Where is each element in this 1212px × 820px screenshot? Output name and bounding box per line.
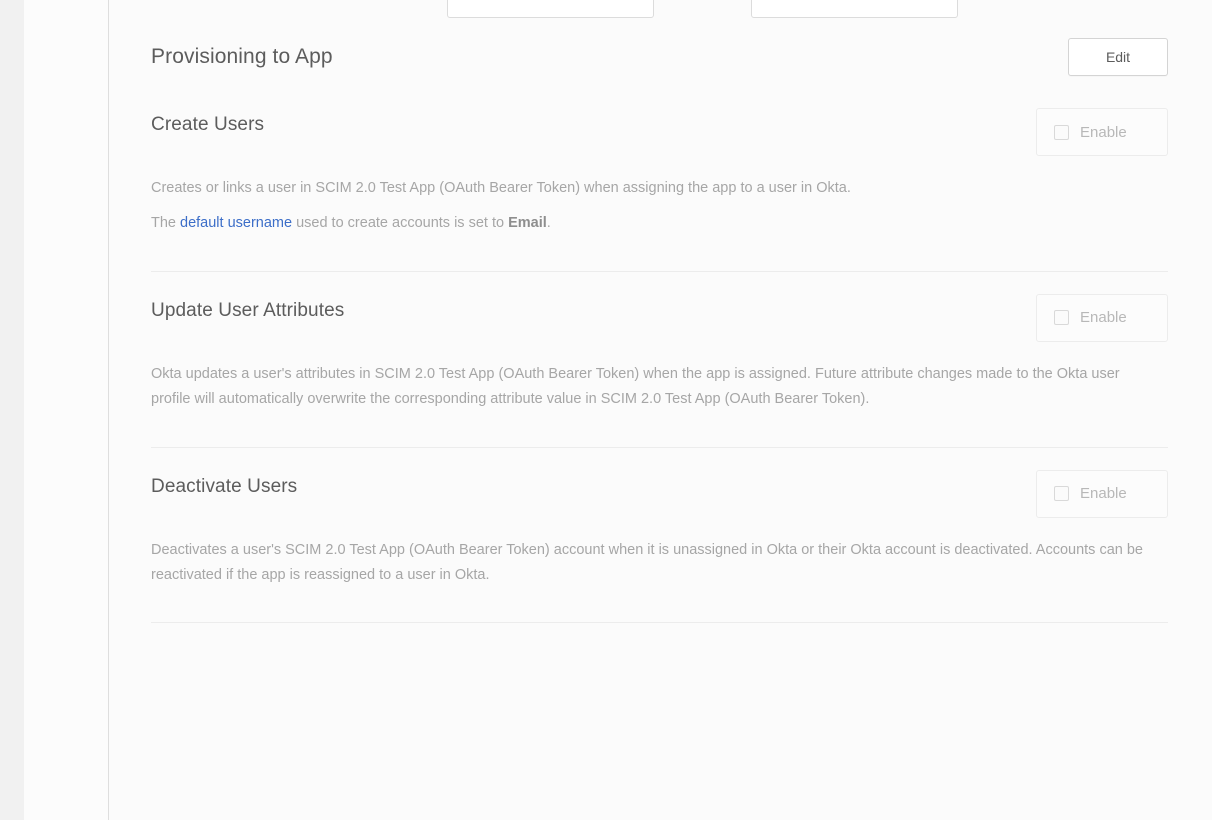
edit-button[interactable]: Edit [1068, 38, 1168, 76]
setting-row [151, 108, 1168, 156]
enable-label: Enable [1080, 485, 1127, 502]
provisioning-section-header [151, 16, 1168, 86]
setting-title: Update User Attributes [151, 299, 345, 321]
setting-deactivate-users [151, 448, 1168, 624]
clipped-card-right [751, 0, 958, 18]
setting-row [151, 470, 1168, 518]
page-title: Provisioning to App [151, 45, 333, 68]
enable-toggle-create-users[interactable] [1036, 108, 1168, 156]
enable-label: Enable [1080, 123, 1127, 141]
enable-toggle-deactivate-users[interactable] [1036, 470, 1168, 518]
sidebar-rail [24, 0, 109, 820]
enable-toggle-update-user-attributes[interactable] [1036, 294, 1168, 342]
enable-label: Enable [1080, 309, 1127, 327]
setting-title: Create Users [151, 114, 265, 135]
desc-strong-value: Email [508, 215, 547, 232]
setting-row [151, 294, 1168, 342]
clipped-card-left [447, 0, 654, 18]
setting-title: Deactivate Users [151, 475, 298, 497]
clipped-cards-row [151, 0, 1168, 16]
setting-description: Deactivates a user's SCIM 2.0 Test App (OAuth Bearer Token) account when it is unassigned in Okta or their Okta account is deactivated. Accounts can be reactivated if the app is reassigned to a user in Okta. [151, 541, 1143, 583]
setting-description: Okta updates a user's attributes in SCIM 2.0 Test App (OAuth Bearer Token) when the app is assigned. Future attribute changes made to the Okta user profile will automatically overwrite the corresponding attribute value in SCIM 2.0 Test App (OAuth Bearer Token). [151, 365, 1120, 408]
setting-create-users [151, 86, 1168, 272]
setting-description: Creates or links a user in SCIM 2.0 Test App (OAuth Bearer Token) when assigning the app to a user in Okta. [151, 180, 851, 196]
main-content [109, 0, 1212, 820]
checkbox-icon[interactable] [1054, 125, 1069, 140]
desc-prefix: The [151, 215, 181, 232]
setting-update-user-attributes [151, 272, 1168, 448]
window-left-edge [0, 0, 25, 820]
checkbox-icon[interactable] [1054, 486, 1069, 501]
setting-description-username [151, 201, 1156, 236]
desc-suffix: . [546, 215, 551, 232]
desc-middle: used to create accounts is set to [292, 215, 509, 232]
checkbox-icon[interactable] [1054, 310, 1069, 325]
default-username-link[interactable]: default username [180, 215, 293, 232]
